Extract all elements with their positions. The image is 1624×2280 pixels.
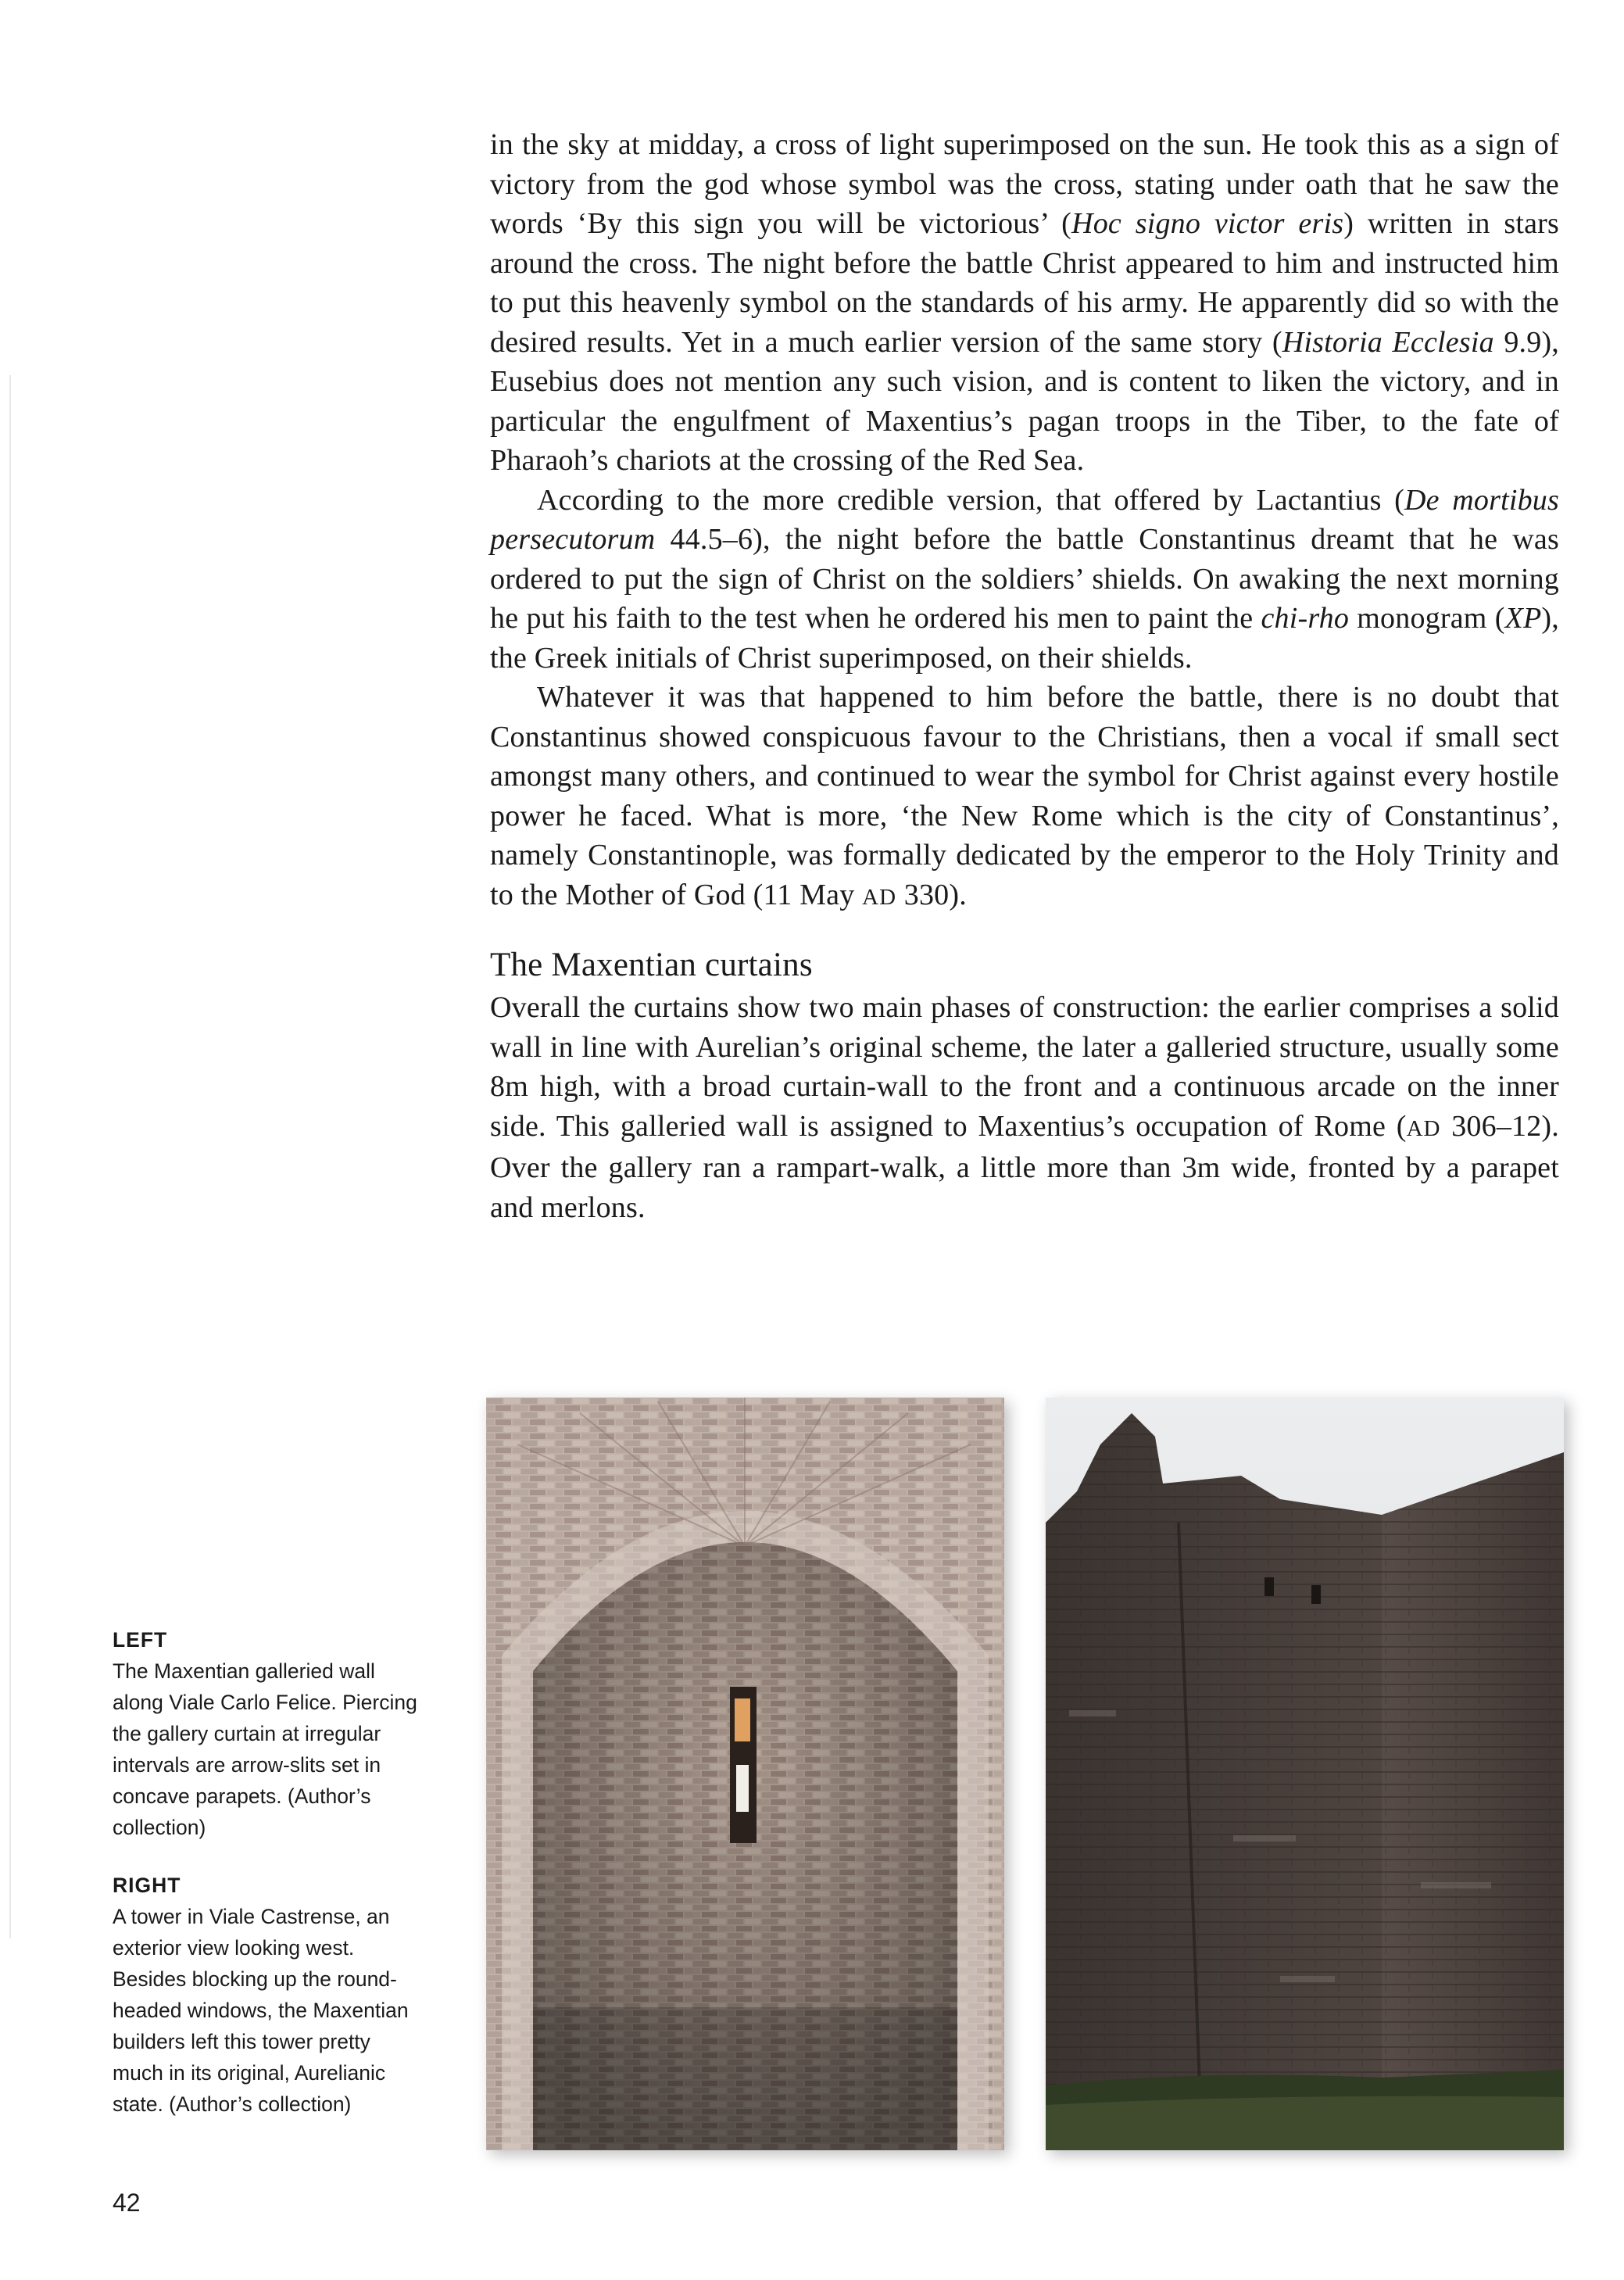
small-caps-span: AD: [1406, 1115, 1441, 1141]
italic-span: chi-rho: [1261, 602, 1350, 635]
tower-illustration: [1046, 1398, 1564, 2150]
text-span: monogram (: [1349, 602, 1505, 635]
caption-left-text: The Maxentian galleried wall along Viale Carlo Felice. Piercing the gallery curtain at irregular intervals are arrow-slits set in concave parapets. (Author’s collection): [113, 1659, 417, 1839]
section-heading: The Maxentian curtains: [490, 947, 813, 983]
italic-span: Hoc signo victor eris: [1071, 207, 1344, 240]
paragraph-1: [490, 125, 1559, 481]
text-span: Overall the curtains show two main phases of construction: the earlier comprises a solid wall in line with Aurelian’s original scheme, the later a galleried structure, usually some 8m high, with a broad curtain-wall to the front and a continuous arcade on the inner side. This galleried wall is assigned to Maxentius’s occupation of Rome (: [490, 991, 1559, 1143]
text-span: 330).: [896, 878, 967, 911]
text-span: According to the more credible version, that offered by Lactantius (: [537, 483, 1405, 517]
text-span: 44.5–6), the night before the battle Constantinus dreamt that he was ordered to put the sign of Christ on the soldiers’ shields. On awaking the next morning he put his faith to the test when he ordered his men to paint the: [490, 523, 1559, 635]
text-span: 306–12). Over the gallery ran a rampart-walk, a little more than 3m wide, fronted by a parapet and merlons.: [490, 1109, 1559, 1224]
caption-right-label: RIGHT: [113, 1874, 181, 1897]
caption-left-label: LEFT: [113, 1628, 168, 1652]
photo-galleried-wall: [486, 1398, 1004, 2150]
small-caps-span: AD: [862, 884, 897, 910]
paragraph-3: [490, 678, 1559, 917]
photo-tower-viale-castrense: [1046, 1398, 1564, 2150]
galleried-wall-illustration: [486, 1398, 1004, 2150]
italic-span: XP: [1504, 602, 1542, 635]
caption-right: [113, 1870, 425, 2120]
text-span: 9.9), Eusebius does not mention any such vision, and is content to liken the victory, and in particular the engulfment of Maxentius’s pagan troops in the Tiber, to the fate of Pharaoh’s chariots at the crossing of the Red Sea.: [490, 325, 1560, 477]
italic-span: De mortibus persecutorum: [490, 483, 1559, 556]
caption-right-text: A tower in Viale Castrense, an exterior view looking west. Besides blocking up the round-headed windows, the Maxentian builders left this tower pretty much in its original, Aurelianic state. (Author’s collection): [113, 1905, 409, 2116]
paragraph-2: [490, 481, 1559, 678]
text-span: ) written in stars around the cross. The night before the battle Christ appeared to him and instructed him to put this heavenly symbol on the standards of his army. He apparently did so with the desired results. Yet in a much earlier version of the same story (: [490, 207, 1559, 359]
italic-span: Historia Ecclesia: [1282, 325, 1494, 359]
main-text-column: [490, 125, 1559, 1227]
paragraph-4: [490, 988, 1559, 1227]
gutter-shadow: [9, 375, 11, 1938]
caption-left: [113, 1624, 425, 1843]
page-number: 42: [113, 2189, 141, 2217]
text-span: Whatever it was that happened to him before the battle, there is no doubt that Constantinus showed conspicuous favour to the Christians, then a vocal if small sect amongst many others, and continued to wear the symbol for Christ against every hostile power he faced. What is more, ‘the New Rome which is the city of Constantinus’, namely Constantinople, was formally dedicated by the emperor to the Holy Trinity and to the Mother of God (11 May: [490, 681, 1559, 911]
text-span: in the sky at midday, a cross of light superimposed on the sun. He took this as a sign of victory from the god whose symbol was the cross, stating under oath that he saw the words ‘By this sign you will be victorious’ (: [490, 128, 1559, 240]
text-span: ), the Greek initials of Christ superimposed, on their shields.: [490, 602, 1559, 675]
